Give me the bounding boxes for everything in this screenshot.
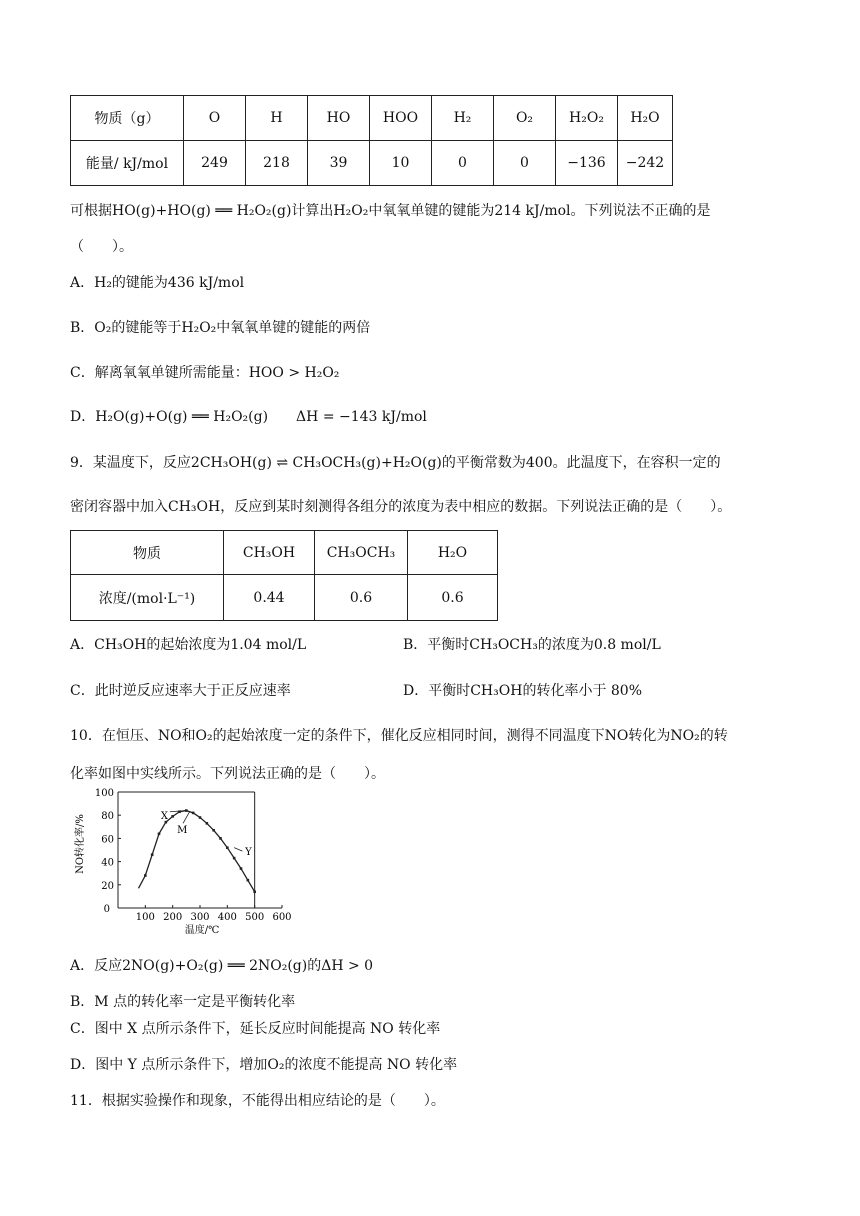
annotation-m-pointer [183, 812, 190, 824]
y-tick-label: 100 [94, 788, 114, 799]
table-cell: 物质（g） [71, 96, 184, 141]
table-cell: 0.44 [224, 575, 315, 621]
q10-option-d: D．图中 Y 点所示条件下，增加O₂的浓度不能提高 NO 转化率 [70, 1057, 458, 1073]
q8-stem-line2: （ ）。 [70, 239, 133, 255]
table-cell: O₂ [494, 96, 556, 141]
x-tick-label: 200 [163, 912, 183, 923]
table-cell: −136 [556, 141, 618, 186]
q9-option-c: C．此时逆反应速率大于正反应速率 [70, 683, 291, 699]
y-axis-label: NO转化率/% [75, 814, 86, 874]
data-point [219, 837, 222, 840]
table-cell: −242 [618, 141, 673, 186]
table-cell: 218 [246, 141, 308, 186]
table-cell: 39 [308, 141, 370, 186]
table-cell: O [184, 96, 246, 141]
table-cell: HO [308, 96, 370, 141]
energy-table [70, 95, 673, 186]
q10-option-c: C．图中 X 点所示条件下，延长反应时间能提高 NO 转化率 [70, 1021, 441, 1037]
data-point [144, 874, 147, 877]
data-point [240, 867, 243, 870]
table-cell: H [246, 96, 308, 141]
data-point [233, 857, 236, 860]
table-cell: H₂O₂ [556, 96, 618, 141]
q9-option-d: D．平衡时CH₃OH的转化率小于 80% [403, 683, 643, 699]
table-cell: 0 [494, 141, 556, 186]
x-tick-label: 600 [272, 912, 292, 923]
x-tick-label: 100 [135, 912, 155, 923]
y-tick-label: 60 [101, 834, 114, 846]
table-cell: 249 [184, 141, 246, 186]
x-tick-label: 300 [190, 912, 210, 923]
q10-option-a: A．反应2NO(g)+O₂(g) ══ 2NO₂(g)的ΔH > 0 [70, 958, 374, 974]
table-cell: 物质 [71, 531, 224, 575]
q8-option-a: A．H₂的键能为436 kJ/mol [70, 275, 245, 291]
q8-option-d: D．H₂O(g)+O(g) ══ H₂O₂(g) ΔH = −143 kJ/mol [70, 409, 427, 425]
table-cell: 0.6 [408, 575, 498, 621]
annotation-m: M [177, 825, 188, 837]
q9-option-b: B．平衡时CH₃OCH₃的浓度为0.8 mol/L [403, 637, 661, 653]
table-cell: 能量/ kJ/mol [71, 141, 184, 186]
table-cell: H₂ [432, 96, 494, 141]
table-cell: 0.6 [315, 575, 408, 621]
y-tick-label: 80 [101, 811, 114, 823]
data-point [151, 853, 154, 856]
q11-stem: 11．根据实验操作和现象，不能得出相应结论的是（ ）。 [70, 1093, 445, 1109]
q9-option-a: A．CH₃OH的起始浓度为1.04 mol/L [70, 637, 307, 653]
table-cell: 10 [370, 141, 432, 186]
q9-stem-line1: 9．某温度下，反应2CH₃OH(g) ⇌ CH₃OCH₃(g)+H₂O(g)的平衡常数为400。此温度下，在容积一定的 [70, 455, 721, 471]
q9-stem-line2: 密闭容器中加入CH₃OH，反应到某时刻测得各组分的浓度为表中相应的数据。下列说法正确的是（ ）。 [70, 499, 732, 515]
table-cell: HOO [370, 96, 432, 141]
x-axis-label: 温度/℃ [184, 925, 220, 936]
data-point [206, 822, 209, 825]
table-cell: H₂O [618, 96, 673, 141]
annotation-y: Y [245, 847, 252, 859]
data-point [192, 812, 195, 815]
q10-stem-line1: 10．在恒压、NO和O₂的起始浓度一定的条件下，催化反应相同时间，测得不同温度下NO转化为NO₂的转 [70, 728, 728, 744]
concentration-table [70, 530, 498, 621]
annotation-x: X [160, 811, 169, 823]
table-cell: H₂O [408, 531, 498, 575]
data-point [171, 815, 174, 818]
q8-option-c: C．解离氧氧单键所需能量：HOO > H₂O₂ [70, 365, 340, 381]
table-cell: 0 [432, 141, 494, 186]
no-conversion-chart [72, 786, 302, 938]
data-point [226, 846, 229, 849]
table-cell: 浓度/(mol·L⁻¹) [71, 575, 224, 621]
conversion-curve [139, 811, 255, 892]
y-tick-label: 20 [101, 880, 114, 892]
annotation-y-pointer [234, 848, 242, 851]
data-point [158, 832, 161, 835]
q10-option-b: B．M 点的转化率一定是平衡转化率 [70, 994, 296, 1010]
q10-stem-line2: 化率如图中实线所示。下列说法正确的是（ ）。 [70, 766, 385, 782]
data-point [247, 879, 250, 882]
data-point [199, 816, 202, 819]
table-cell: CH₃OH [224, 531, 315, 575]
data-point [212, 829, 215, 832]
data-point [253, 890, 256, 893]
x-tick-label: 400 [217, 912, 237, 923]
q8-option-b: B．O₂的键能等于H₂O₂中氧氧单键的键能的两倍 [70, 320, 371, 336]
table-cell: CH₃OCH₃ [315, 531, 408, 575]
x-tick-label: 500 [245, 912, 265, 923]
q8-stem-line1: 可根据HO(g)+HO(g) ══ H₂O₂(g)计算出H₂O₂中氧氧单键的键能为214 kJ/mol。下列说法不正确的是 [70, 203, 711, 219]
y-tick-label: 0 [103, 904, 110, 915]
y-tick-label: 40 [101, 857, 114, 869]
